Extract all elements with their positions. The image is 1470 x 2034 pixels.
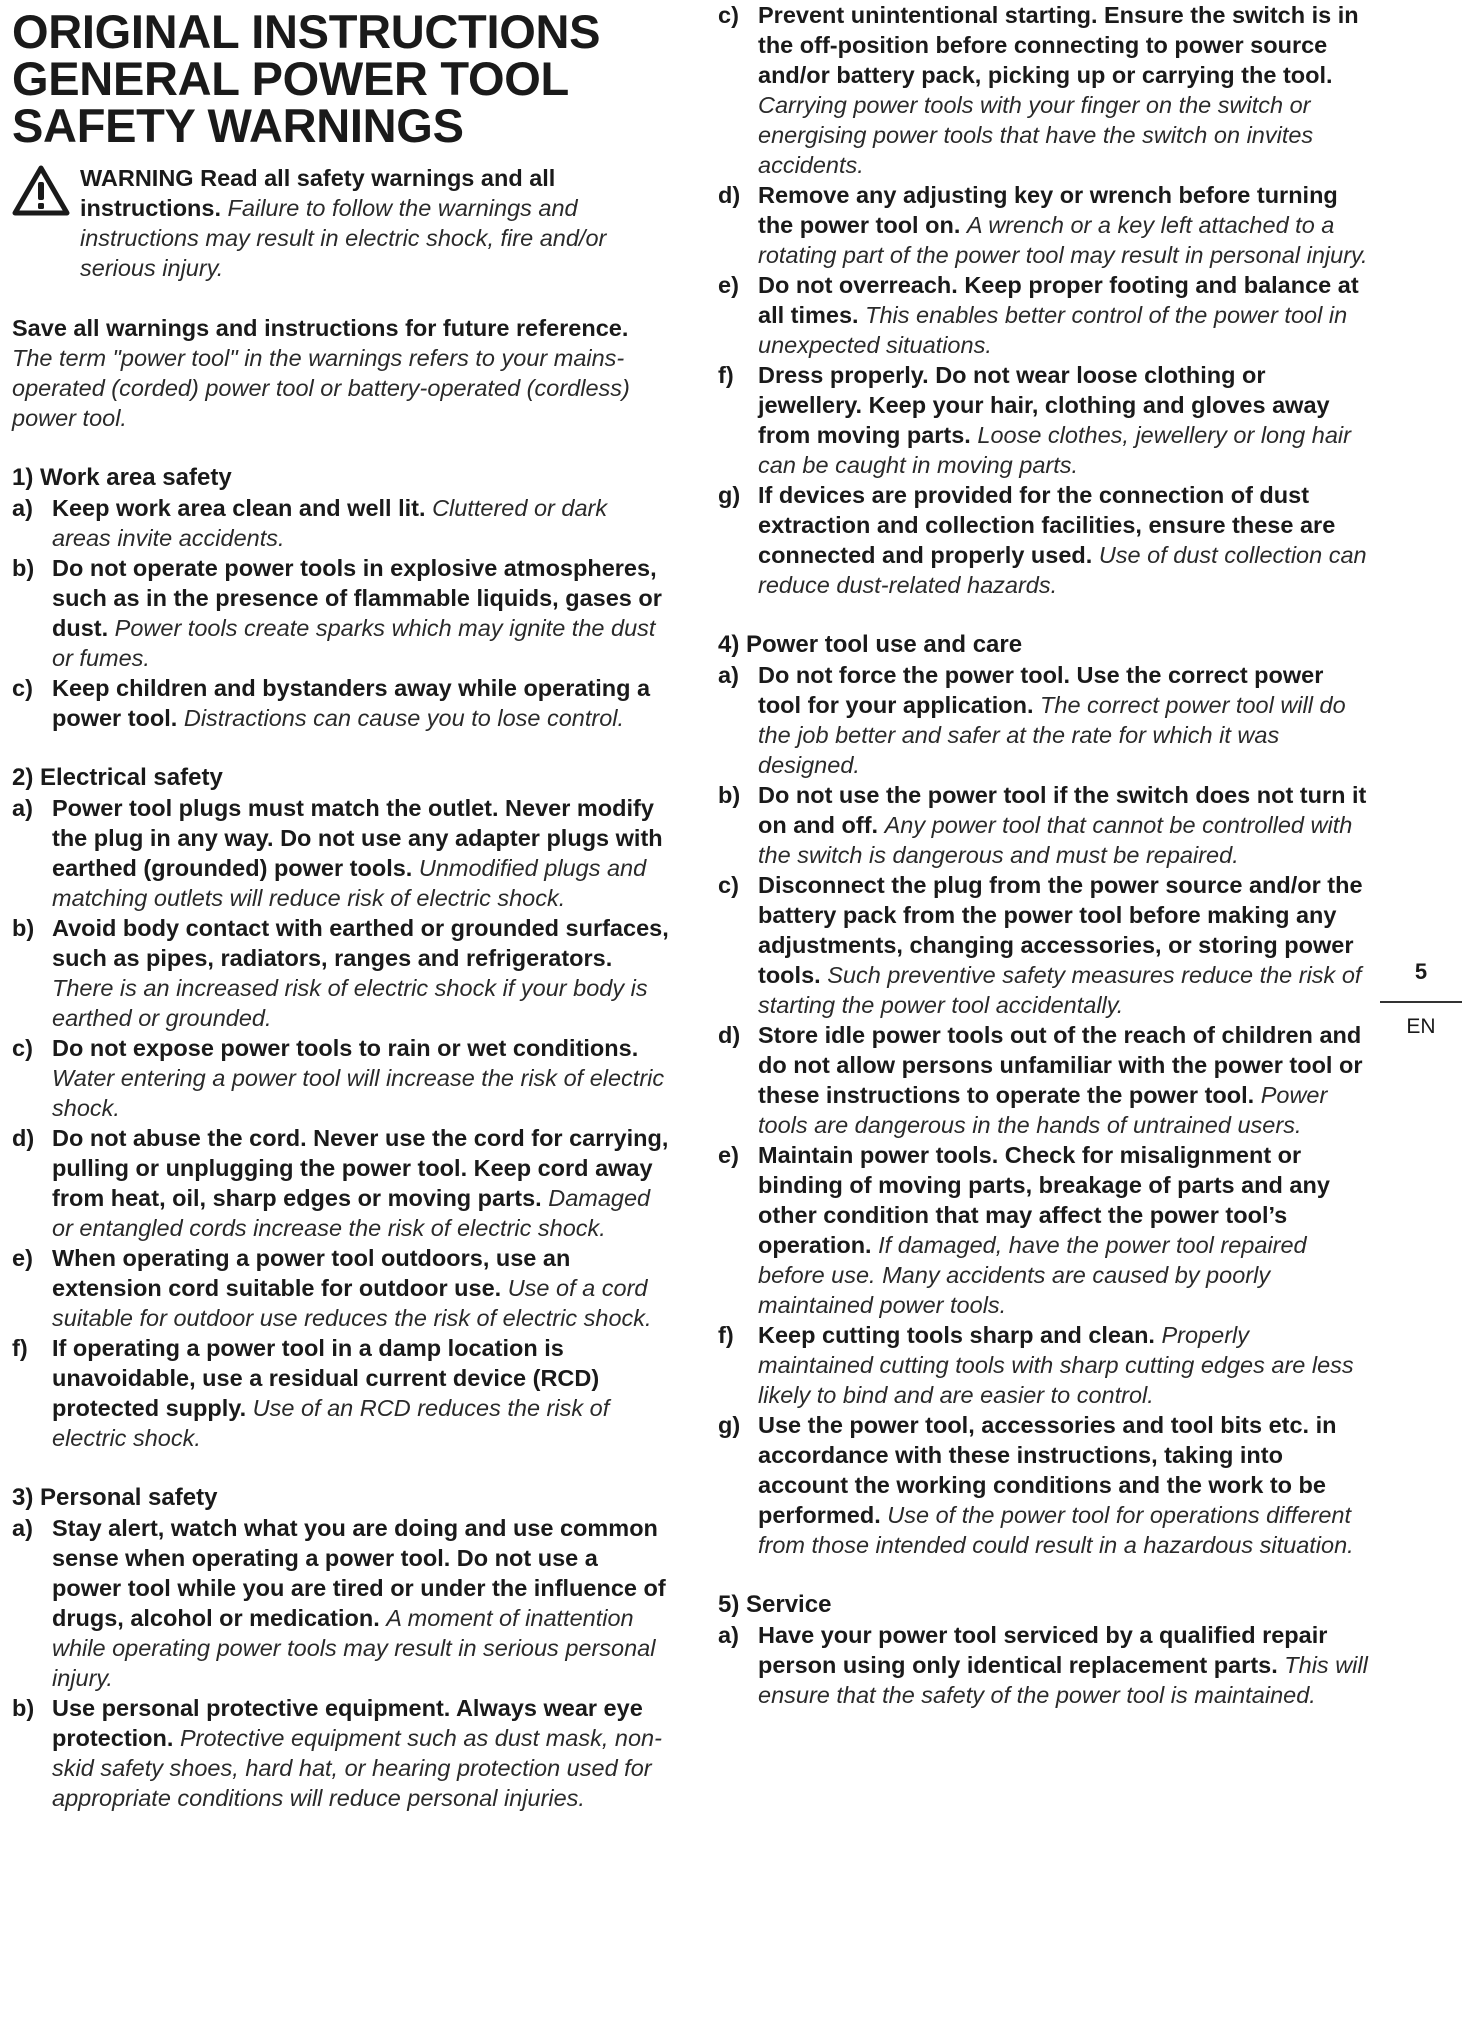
item-label: d) — [718, 182, 741, 208]
item-bold: Remove any adjusting key or wrench before turning the power tool on. — [758, 182, 1338, 238]
language-code: EN — [1406, 1015, 1436, 1038]
item-italic: Loose clothes, jewellery or long hair can be caught in moving parts. — [758, 422, 1351, 478]
item-bold: Maintain power tools. Check for misalignment or binding of moving parts, breakage of parts and any other condition that may affect the power tool’s operation. — [758, 1142, 1330, 1258]
item-bold: Do not expose power tools to rain or wet conditions. — [52, 1035, 639, 1061]
item-bold: Use the power tool, accessories and tool bits etc. in accordance with these instructions, taking into account the working conditions and the work to be performed. — [758, 1412, 1337, 1528]
warning-item — [12, 673, 672, 733]
item-bold: Store idle power tools out of the reach of children and do not allow persons unfamiliar with the power tool or these instructions to operate the power tool. — [758, 1022, 1363, 1108]
item-text — [52, 1243, 672, 1333]
item-bold: Keep cutting tools sharp and clean. — [758, 1322, 1155, 1348]
item-bold: Use personal protective equipment. Always wear eye protection. — [52, 1695, 643, 1751]
item-label: e) — [718, 1142, 739, 1168]
section-title: 5) Service — [718, 1591, 832, 1618]
warning-triangle-icon — [12, 165, 70, 217]
item-label: b) — [12, 915, 35, 941]
warning-item — [718, 1020, 1368, 1140]
item-italic: Carrying power tools with your finger on the switch or energising power tools that have the switch on invites accidents. — [758, 92, 1314, 178]
item-bold: Keep children and bystanders away while operating a power tool. — [52, 675, 651, 731]
warning-item — [718, 360, 1368, 480]
term-note: The term "power tool" in the warnings refers to your mains-operated (corded) power tool or battery-operated (cordless) power tool. — [12, 345, 630, 431]
item-label: d) — [12, 1125, 35, 1151]
warning-item — [12, 1513, 672, 1693]
section-service — [718, 1590, 1368, 1710]
item-italic: If damaged, have the power tool repaired before use. Many accidents are caused by poorly maintained power tools. — [758, 1232, 1307, 1318]
item-italic: Damaged or entangled cords increase the risk of electric shock. — [52, 1185, 651, 1241]
item-bold: If devices are provided for the connection of dust extraction and collection facilities, ensure these are connected and properly used. — [758, 482, 1336, 568]
section-work-area — [12, 463, 672, 733]
item-italic: A moment of inattention while operating power tools may result in serious personal injury. — [52, 1605, 656, 1691]
item-bold: Avoid body contact with earthed or grounded surfaces, such as pipes, radiators, ranges and refrigerators. — [52, 915, 669, 971]
item-label: c) — [718, 872, 739, 898]
item-italic: Use of a cord suitable for outdoor use reduces the risk of electric shock. — [52, 1275, 652, 1331]
item-italic: Protective equipment such as dust mask, non-skid safety shoes, hard hat, or hearing protection used for appropriate conditions will reduce personal injuries. — [52, 1725, 662, 1811]
section-title: 2) Electrical safety — [12, 764, 223, 791]
item-italic: Power tools are dangerous in the hands of untrained users. — [758, 1082, 1328, 1138]
item-text — [758, 870, 1368, 1020]
item-text — [52, 1513, 672, 1693]
item-label: a) — [12, 1515, 33, 1541]
item-label: e) — [718, 272, 739, 298]
warning-item — [12, 1123, 672, 1243]
item-label: a) — [12, 795, 33, 821]
warning-item — [12, 1033, 672, 1123]
item-italic: Use of an RCD reduces the risk of electric shock. — [52, 1395, 610, 1451]
warning-item — [12, 913, 672, 1033]
item-text — [758, 180, 1368, 270]
item-bold: Dress properly. Do not wear loose clothing or jewellery. Keep your hair, clothing and gloves away from moving parts. — [758, 362, 1330, 448]
item-bold: Do not abuse the cord. Never use the cord for carrying, pulling or unplugging the power tool. Keep cord away from heat, oil, sharp edges or moving parts. — [52, 1125, 669, 1211]
item-text — [758, 0, 1368, 180]
item-label: e) — [12, 1245, 33, 1271]
item-bold: Do not force the power tool. Use the correct power tool for your application. — [758, 662, 1324, 718]
item-label: c) — [718, 2, 739, 28]
item-text — [52, 913, 672, 1033]
save-note: Save all warnings and instructions for future reference. — [12, 315, 629, 341]
warning-item — [718, 1620, 1368, 1710]
item-bold: Keep work area clean and well lit. — [52, 495, 426, 521]
item-bold: Stay alert, watch what you are doing and use common sense when operating a power tool. Do not use a power tool while you are tired or under the influence of drugs, alcohol or medication. — [52, 1515, 666, 1631]
item-text — [758, 480, 1368, 600]
item-italic: The correct power tool will do the job better and safer at the rate for which it was designed. — [758, 692, 1346, 778]
item-italic: Unmodified plugs and matching outlets will reduce risk of electric shock. — [52, 855, 647, 911]
warning-item — [718, 660, 1368, 780]
item-text — [758, 1020, 1368, 1140]
page-tab — [1380, 955, 1462, 1041]
warning-item — [718, 1410, 1368, 1560]
item-italic: This enables better control of the power tool in unexpected situations. — [758, 302, 1348, 358]
warning-item — [12, 1333, 672, 1453]
left-column — [12, 0, 672, 1813]
item-label: g) — [718, 1412, 741, 1438]
warning-item — [718, 780, 1368, 870]
item-label: b) — [12, 1695, 35, 1721]
item-italic: Cluttered or dark areas invite accidents. — [52, 495, 608, 551]
item-label: c) — [12, 675, 33, 701]
item-italic: Properly maintained cutting tools with sharp cutting edges are less likely to bind and are easier to control. — [758, 1322, 1354, 1408]
item-italic: Such preventive safety measures reduce the risk of starting the power tool accidentally. — [758, 962, 1362, 1018]
warning-item — [718, 180, 1368, 270]
item-italic: Power tools create sparks which may ignite the dust or fumes. — [52, 615, 656, 671]
item-label: a) — [718, 662, 739, 688]
item-italic: Any power tool that cannot be controlled with the switch is dangerous and must be repaired. — [758, 812, 1353, 868]
item-label: f) — [12, 1335, 28, 1361]
item-text — [758, 1410, 1368, 1560]
warning-item — [718, 1140, 1368, 1320]
item-label: g) — [718, 482, 741, 508]
item-italic: Use of the power tool for operations different from those intended could result in a hazardous situation. — [758, 1502, 1354, 1558]
warning-bold: WARNING Read all safety warnings and all instructions. — [80, 165, 556, 221]
item-italic: A wrench or a key left attached to a rotating part of the power tool may result in personal injury. — [758, 212, 1368, 268]
item-bold: Do not operate power tools in explosive atmospheres, such as in the presence of flammable liquids, gases or dust. — [52, 555, 662, 641]
item-bold: Do not use the power tool if the switch does not turn it on and off. — [758, 782, 1367, 838]
item-text — [758, 360, 1368, 480]
item-italic: Water entering a power tool will increase the risk of electric shock. — [52, 1065, 665, 1121]
item-label: a) — [12, 495, 33, 521]
item-text — [52, 493, 672, 553]
item-label: b) — [718, 782, 741, 808]
item-label: f) — [718, 362, 734, 388]
page-number: 5 — [1414, 959, 1428, 984]
item-label: b) — [12, 555, 35, 581]
warning-item — [718, 480, 1368, 600]
item-text — [758, 1320, 1368, 1410]
right-column — [718, 0, 1368, 1710]
item-text — [52, 553, 672, 673]
page-title: ORIGINAL INSTRUCTIONS GENERAL POWER TOOL SAFETY WARNINGS — [12, 5, 601, 152]
item-text — [52, 673, 672, 733]
warning-item — [718, 1320, 1368, 1410]
item-text — [758, 1620, 1368, 1710]
section-electrical — [12, 763, 672, 1453]
item-italic: Use of dust collection can reduce dust-related hazards. — [758, 542, 1367, 598]
section-title: 3) Personal safety — [12, 1484, 218, 1511]
item-bold: Have your power tool serviced by a qualified repair person using only identical replacement parts. — [758, 1622, 1328, 1678]
item-text — [52, 1333, 672, 1453]
item-label: a) — [718, 1622, 739, 1648]
warning-item — [718, 270, 1368, 360]
warning-item — [12, 793, 672, 913]
warning-item — [718, 870, 1368, 1020]
item-label: f) — [718, 1322, 734, 1348]
item-italic: There is an increased risk of electric shock if your body is earthed or grounded. — [52, 975, 648, 1031]
section-power-tool-use — [718, 630, 1368, 1560]
item-bold: When operating a power tool outdoors, use an extension cord suitable for outdoor use. — [52, 1245, 571, 1301]
item-text — [52, 793, 672, 913]
item-text — [52, 1123, 672, 1243]
item-label: d) — [718, 1022, 741, 1048]
item-text — [758, 660, 1368, 780]
item-text — [52, 1033, 672, 1123]
item-text — [758, 780, 1368, 870]
item-text — [758, 1140, 1368, 1320]
item-text — [758, 270, 1368, 360]
item-bold: Do not overreach. Keep proper footing and balance at all times. — [758, 272, 1359, 328]
item-bold: Power tool plugs must match the outlet. Never modify the plug in any way. Do not use any adapter plugs with earthed (grounded) power tools. — [52, 795, 663, 881]
warning-item — [718, 0, 1368, 180]
warning-item — [12, 1693, 672, 1813]
warning-italic: Failure to follow the warnings and instructions may result in electric shock, fire and/or serious injury. — [80, 195, 607, 281]
warning-item — [12, 553, 672, 673]
section-personal-cont — [718, 0, 1368, 600]
warning-block — [12, 163, 672, 283]
item-italic: Distractions can cause you to lose control. — [183, 705, 625, 731]
section-title: 1) Work area safety — [12, 464, 232, 491]
item-label: c) — [12, 1035, 33, 1061]
warning-item — [12, 1243, 672, 1333]
section-title: 4) Power tool use and care — [718, 631, 1023, 658]
item-text — [52, 1693, 672, 1813]
item-bold: Disconnect the plug from the power source and/or the battery pack from the power tool before making any adjustments, changing accessories, or storing power tools. — [758, 872, 1363, 988]
item-bold: If operating a power tool in a damp location is unavoidable, use a residual current device (RCD) protected supply. — [52, 1335, 600, 1421]
item-italic: This will ensure that the safety of the power tool is maintained. — [758, 1652, 1368, 1708]
item-bold: Prevent unintentional starting. Ensure the switch is in the off-position before connecting to power source and/or battery pack, picking up or carrying the tool. — [758, 2, 1359, 88]
warning-item — [12, 493, 672, 553]
section-personal — [12, 1483, 672, 1813]
